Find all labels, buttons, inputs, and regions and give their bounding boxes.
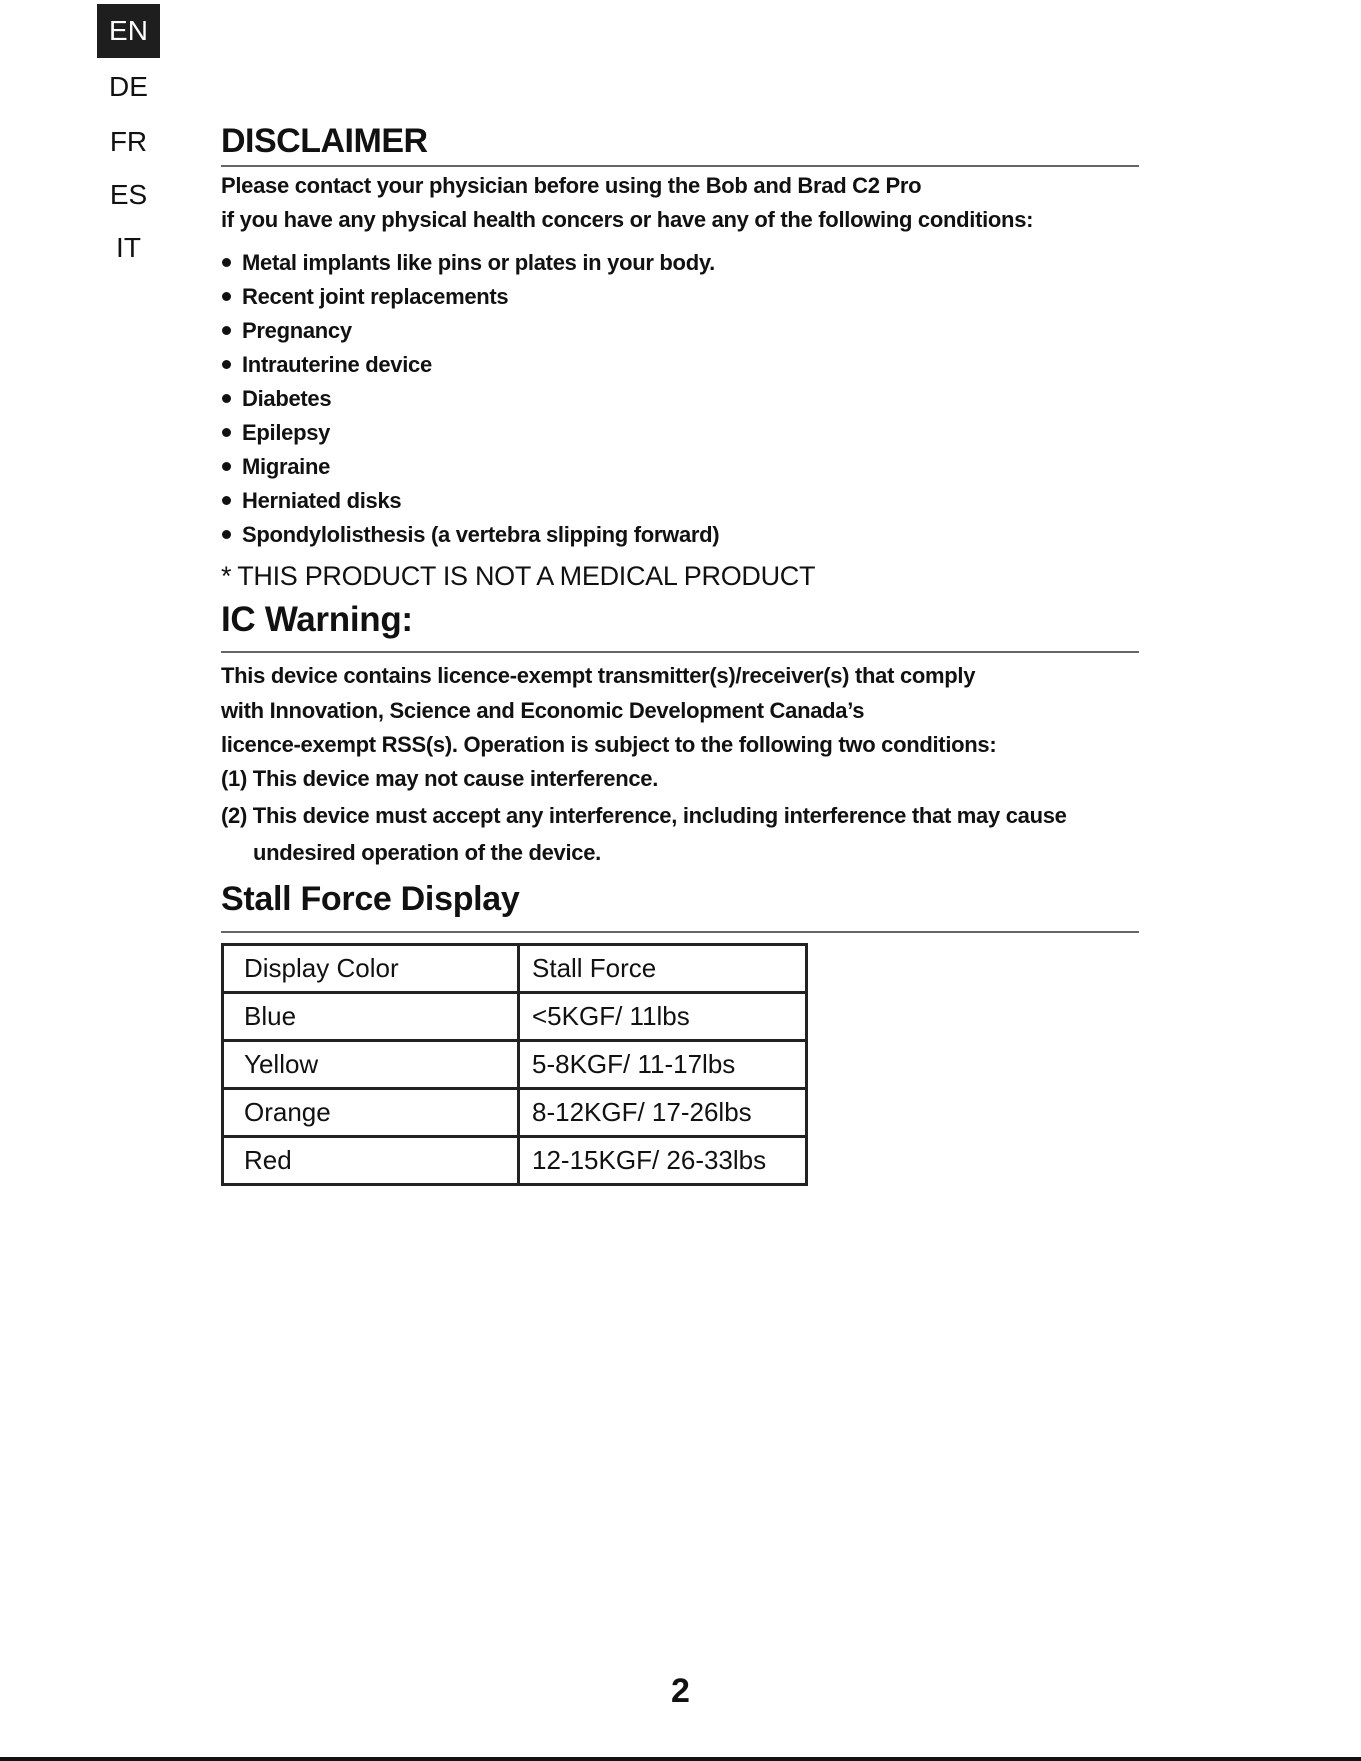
table-cell-force: 8-12KGF/ 17-26lbs <box>519 1089 807 1137</box>
table-cell-force: 5-8KGF/ 11-17lbs <box>519 1041 807 1089</box>
bullet-icon <box>222 292 231 301</box>
list-item: Epilepsy <box>221 416 719 450</box>
lang-tab-en[interactable]: EN <box>97 4 160 58</box>
asterisk-icon: * <box>221 561 232 591</box>
table-cell-color: Red <box>223 1137 519 1185</box>
table-cell-color: Orange <box>223 1089 519 1137</box>
table-row <box>223 1041 807 1089</box>
table-cell-force: <5KGF/ 11lbs <box>519 993 807 1041</box>
page-bottom-border <box>0 1757 1361 1761</box>
bullet-icon <box>222 530 231 539</box>
lang-tab-es[interactable]: ES <box>109 179 148 210</box>
page-number: 2 <box>671 1672 690 1710</box>
list-item: Metal implants like pins or plates in your body. <box>221 246 719 280</box>
bullet-icon <box>222 462 231 471</box>
bullet-icon <box>222 496 231 505</box>
lang-tab-it[interactable]: IT <box>116 232 141 263</box>
stall-force-heading: Stall Force Display <box>221 880 520 918</box>
ic-warning-condition-2: (2) This device must accept any interference, including interference that may cause <box>221 803 1067 828</box>
table-row <box>223 1137 807 1185</box>
stall-force-table <box>221 943 808 1186</box>
not-medical-notice <box>221 561 815 592</box>
disclaimer-divider <box>221 165 1139 167</box>
ic-warning-condition-2-continued: undesired operation of the device. <box>253 840 601 865</box>
list-item: Diabetes <box>221 382 719 416</box>
table-cell-force: 12-15KGF/ 26-33lbs <box>519 1137 807 1185</box>
ic-warning-line: licence-exempt RSS(s). Operation is subject to the following two conditions: <box>221 732 997 757</box>
list-item: Pregnancy <box>221 314 719 348</box>
table-header-stall-force: Stall Force <box>519 945 807 993</box>
table-cell-color: Blue <box>223 993 519 1041</box>
ic-warning-line: This device contains licence-exempt transmitter(s)/receiver(s) that comply <box>221 663 976 688</box>
bullet-icon <box>222 428 231 437</box>
bullet-icon <box>222 326 231 335</box>
bullet-icon <box>222 394 231 403</box>
table-cell-color: Yellow <box>223 1041 519 1089</box>
lang-tab-fr[interactable]: FR <box>109 126 148 157</box>
ic-warning-line: with Innovation, Science and Economic Development Canada’s <box>221 698 865 723</box>
table-header-row <box>223 945 807 993</box>
list-item: Recent joint replacements <box>221 280 719 314</box>
bullet-icon <box>222 258 231 267</box>
table-row <box>223 1089 807 1137</box>
bullet-icon <box>222 360 231 369</box>
disclaimer-intro-line-2: if you have any physical health concers or have any of the following conditions: <box>221 207 1034 232</box>
lang-tab-de[interactable]: DE <box>109 71 148 102</box>
disclaimer-intro-line-1: Please contact your physician before using the Bob and Brad C2 Pro <box>221 173 922 198</box>
ic-warning-divider <box>221 651 1139 653</box>
list-item: Migraine <box>221 450 719 484</box>
notice-text: THIS PRODUCT IS NOT A MEDICAL PRODUCT <box>237 561 816 591</box>
table-header-display-color: Display Color <box>223 945 519 993</box>
conditions-list <box>221 246 719 552</box>
stall-force-divider <box>221 931 1139 933</box>
table-row <box>223 993 807 1041</box>
ic-warning-condition-1: (1) This device may not cause interference. <box>221 766 659 791</box>
list-item: Intrauterine device <box>221 348 719 382</box>
disclaimer-heading: DISCLAIMER <box>221 122 428 160</box>
list-item: Spondylolisthesis (a vertebra slipping forward) <box>221 518 719 552</box>
list-item: Herniated disks <box>221 484 719 518</box>
ic-warning-heading: IC Warning: <box>221 600 413 639</box>
